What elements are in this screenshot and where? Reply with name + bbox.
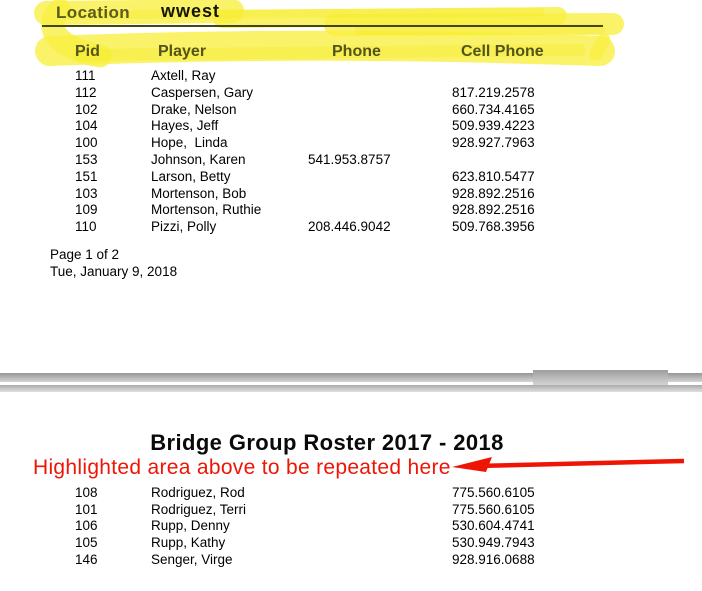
table-row bbox=[0, 68, 702, 84]
cell-pid: 104 bbox=[75, 118, 98, 134]
cell-cell: 928.892.2516 bbox=[452, 202, 535, 218]
cell-cell: 928.892.2516 bbox=[452, 185, 535, 201]
cell-cell: 660.734.4165 bbox=[452, 101, 535, 117]
table-row bbox=[0, 169, 702, 185]
table-row bbox=[0, 552, 702, 568]
cell-pid: 146 bbox=[75, 551, 98, 567]
cell-player: Rodriguez, Rod bbox=[151, 485, 245, 500]
cell-cell: 817.219.2578 bbox=[452, 84, 535, 100]
annotation-text: Highlighted area above to be repeated here bbox=[33, 456, 451, 479]
table-row bbox=[0, 485, 702, 501]
cell-pid: 103 bbox=[75, 185, 98, 201]
cell-cell: 623.810.5477 bbox=[452, 168, 535, 184]
cell-pid: 101 bbox=[75, 501, 98, 517]
table-row bbox=[0, 502, 702, 518]
cell-cell: 928.927.7963 bbox=[452, 135, 535, 151]
cell-cell: 530.949.7943 bbox=[452, 535, 535, 551]
cell-pid: 151 bbox=[75, 168, 98, 184]
cell-pid: 112 bbox=[75, 84, 97, 100]
footer-page-number: Page 1 of 2 bbox=[50, 247, 120, 262]
page-break-handle[interactable] bbox=[533, 370, 668, 385]
cell-player: Drake, Nelson bbox=[151, 101, 237, 117]
cell-player: Rupp, Denny bbox=[151, 518, 230, 534]
cell-cell: 928.916.0688 bbox=[452, 551, 535, 567]
column-header-cell: Cell Phone bbox=[461, 43, 544, 60]
cell-pid: 102 bbox=[75, 101, 98, 117]
cell-cell: 775.560.6105 bbox=[452, 485, 535, 500]
cell-player: Mortenson, Ruthie bbox=[151, 202, 262, 218]
cell-player: Pizzi, Polly bbox=[151, 219, 217, 235]
cell-player: Axtell, Ray bbox=[151, 68, 216, 83]
location-label: Location bbox=[56, 3, 131, 22]
table-row bbox=[0, 186, 702, 202]
cell-phone: 208.446.9042 bbox=[308, 219, 391, 235]
cell-pid: 153 bbox=[75, 152, 98, 167]
table-row bbox=[0, 219, 702, 235]
cell-player: Johnson, Karen bbox=[151, 152, 246, 167]
cell-player: Rodriguez, Terri bbox=[151, 501, 247, 517]
cell-pid: 111 bbox=[75, 68, 96, 83]
cell-player: Caspersen, Gary bbox=[151, 84, 254, 100]
table-row bbox=[0, 135, 702, 151]
cell-pid: 106 bbox=[75, 518, 98, 534]
cell-player: Mortenson, Bob bbox=[151, 185, 247, 201]
cell-cell: 509.768.3956 bbox=[452, 219, 535, 235]
column-header-player: Player bbox=[158, 43, 207, 60]
footer-date: Tue, January 9, 2018 bbox=[50, 264, 178, 279]
cell-player: Larson, Betty bbox=[151, 168, 231, 184]
table-row bbox=[0, 152, 702, 168]
page-break-bar-bottom bbox=[0, 385, 702, 392]
cell-player: Hayes, Jeff bbox=[151, 118, 219, 134]
cell-player: Senger, Virge bbox=[151, 551, 233, 567]
header-underline bbox=[42, 25, 603, 27]
cell-pid: 105 bbox=[75, 535, 98, 551]
cell-pid: 108 bbox=[75, 485, 98, 500]
column-header-phone: Phone bbox=[332, 43, 381, 60]
table-row bbox=[0, 518, 702, 534]
cell-phone: 541.953.8757 bbox=[308, 152, 391, 167]
cell-cell: 530.604.4741 bbox=[452, 518, 535, 534]
cell-pid: 109 bbox=[75, 202, 98, 218]
table-row bbox=[0, 85, 702, 101]
cell-pid: 110 bbox=[75, 219, 97, 235]
cell-cell: 509.939.4223 bbox=[452, 118, 535, 134]
table-row bbox=[0, 202, 702, 218]
cell-cell: 775.560.6105 bbox=[452, 501, 535, 517]
table-row bbox=[0, 118, 702, 134]
cell-player: Rupp, Kathy bbox=[151, 535, 226, 551]
arrow-head-icon bbox=[452, 457, 492, 472]
location-value: wwest bbox=[161, 1, 221, 21]
table-row bbox=[0, 102, 702, 118]
page2-title: Bridge Group Roster 2017 - 2018 bbox=[150, 430, 504, 455]
cell-player: Hope, Linda bbox=[151, 135, 228, 151]
column-header-pid: Pid bbox=[75, 43, 100, 60]
cell-pid: 100 bbox=[75, 135, 98, 151]
table-row bbox=[0, 535, 702, 551]
